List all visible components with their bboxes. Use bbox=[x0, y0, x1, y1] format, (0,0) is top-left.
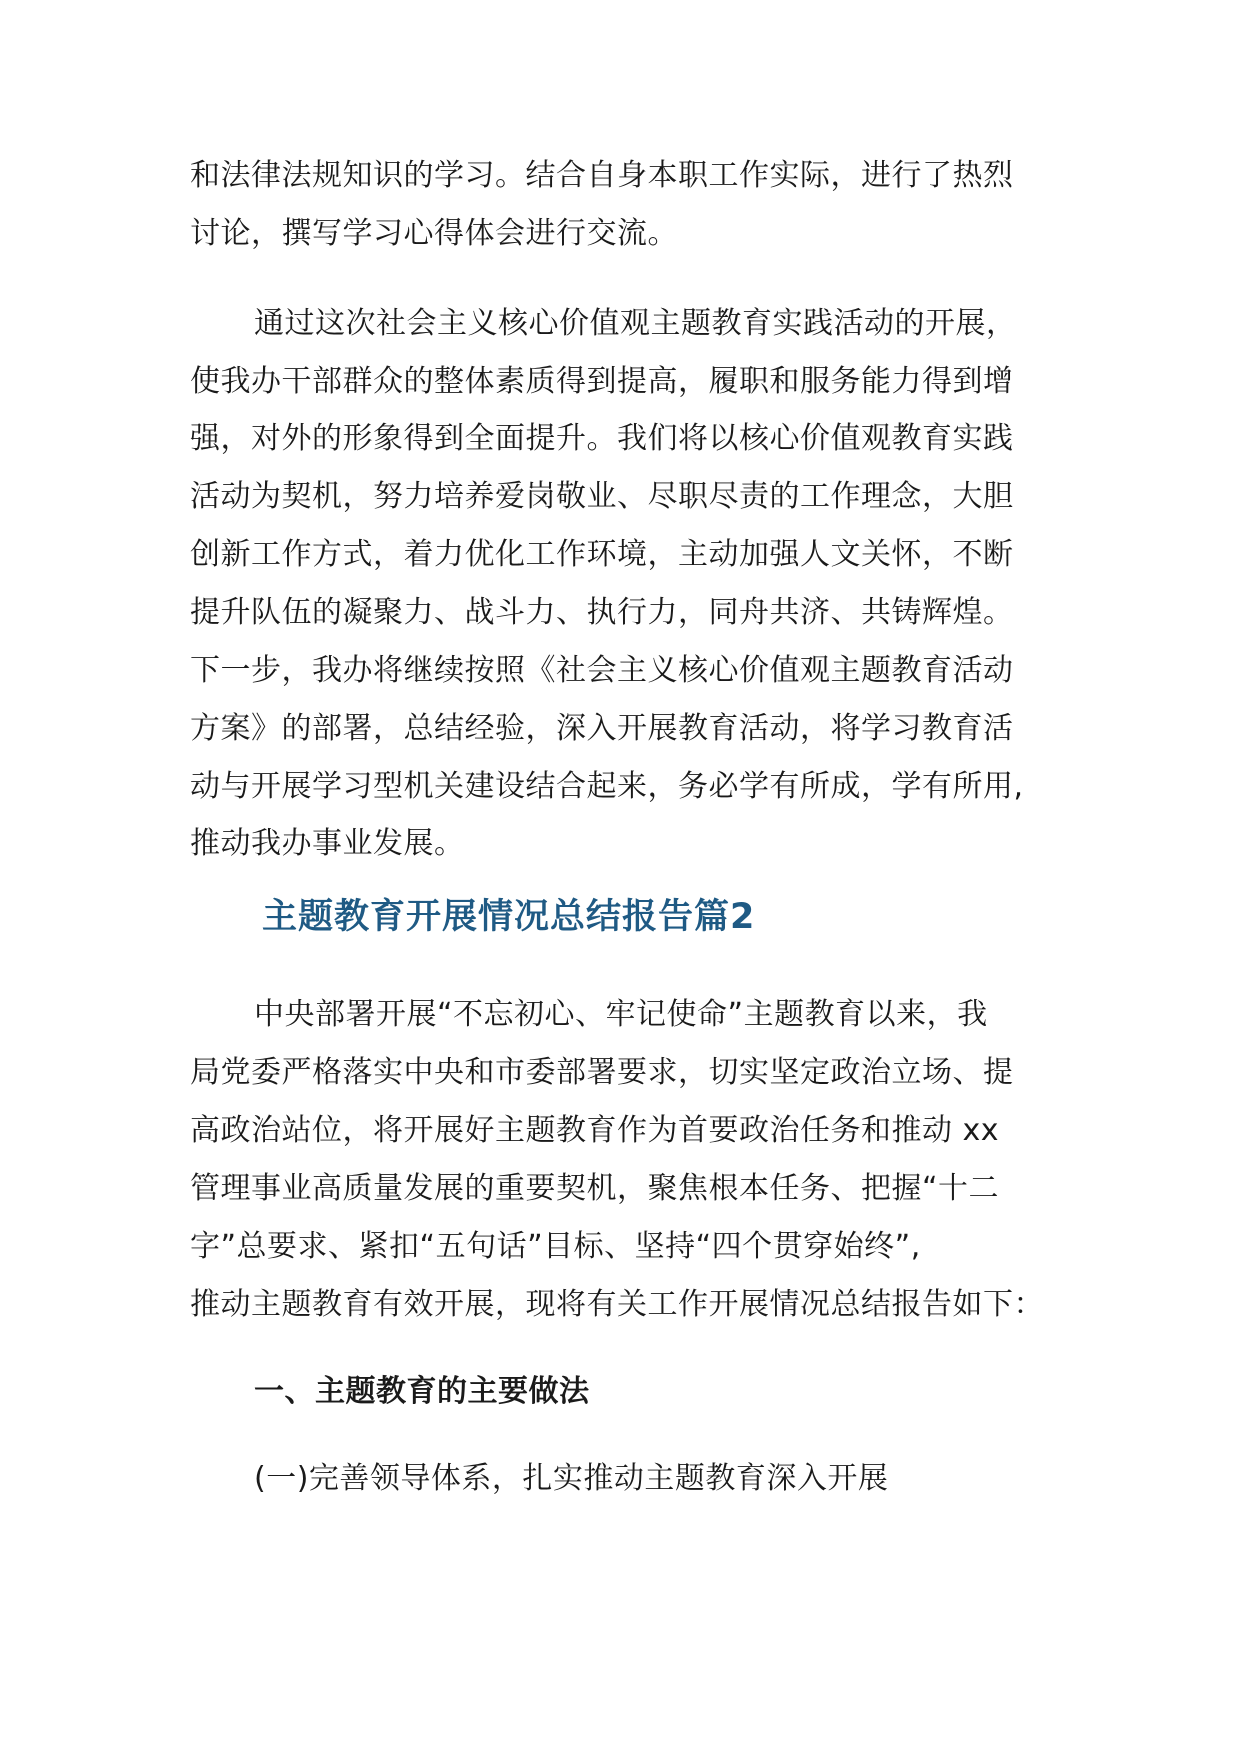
subsection-title: (一)完善领导体系，扎实推动主题教育深入开展 bbox=[254, 1461, 889, 1496]
paragraph-line: 推动主题教育有效开展，现将有关工作开展情况总结报告如下： bbox=[190, 1287, 1044, 1322]
paragraph-line: 使我办干部群众的整体素质得到提高，履职和服务能力得到增 bbox=[190, 364, 1014, 399]
section-title: 一、主题教育的主要做法 bbox=[254, 1374, 590, 1409]
paragraph-line: 活动为契机，努力培养爱岗敬业、尽职尽责的工作理念，大胆 bbox=[190, 479, 1014, 514]
paragraph-line: 讨论，撰写学习心得体会进行交流。 bbox=[190, 216, 678, 251]
paragraph-line: 强，对外的形象得到全面提升。我们将以核心价值观教育实践 bbox=[190, 421, 1014, 456]
paragraph-line: 中央部署开展“不忘初心、牢记使命”主题教育以来，我 bbox=[254, 997, 988, 1032]
paragraph-line: 下一步，我办将继续按照《社会主义核心价值观主题教育活动 bbox=[190, 653, 1014, 688]
section-heading: 主题教育开展情况总结报告篇2 bbox=[262, 897, 756, 937]
paragraph-line: 推动我办事业发展。 bbox=[190, 826, 465, 861]
paragraph-line: 字”总要求、紧扣“五句话”目标、坚持“四个贯穿始终”, bbox=[190, 1229, 921, 1264]
paragraph-line: 创新工作方式，着力优化工作环境，主动加强人文关怀，不断 bbox=[190, 537, 1014, 572]
paragraph-line: 和法律法规知识的学习。结合自身本职工作实际，进行了热烈 bbox=[190, 158, 1014, 193]
paragraph-line: 局党委严格落实中央和市委部署要求，切实坚定政治立场、提 bbox=[190, 1055, 1014, 1090]
paragraph-line: 提升队伍的凝聚力、战斗力、执行力，同舟共济、共铸辉煌。 bbox=[190, 595, 1014, 630]
paragraph-line: 方案》的部署，总结经验，深入开展教育活动，将学习教育活 bbox=[190, 711, 1014, 746]
paragraph-line: 高政治站位，将开展好主题教育作为首要政治任务和推动 xx bbox=[190, 1113, 1000, 1148]
paragraph-line: 管理事业高质量发展的重要契机，聚焦根本任务、把握“十二 bbox=[190, 1171, 1000, 1206]
paragraph-line: 通过这次社会主义核心价值观主题教育实践活动的开展， bbox=[254, 306, 1017, 341]
paragraph-line: 动与开展学习型机关建设结合起来，务必学有所成，学有所用, bbox=[190, 769, 1024, 804]
